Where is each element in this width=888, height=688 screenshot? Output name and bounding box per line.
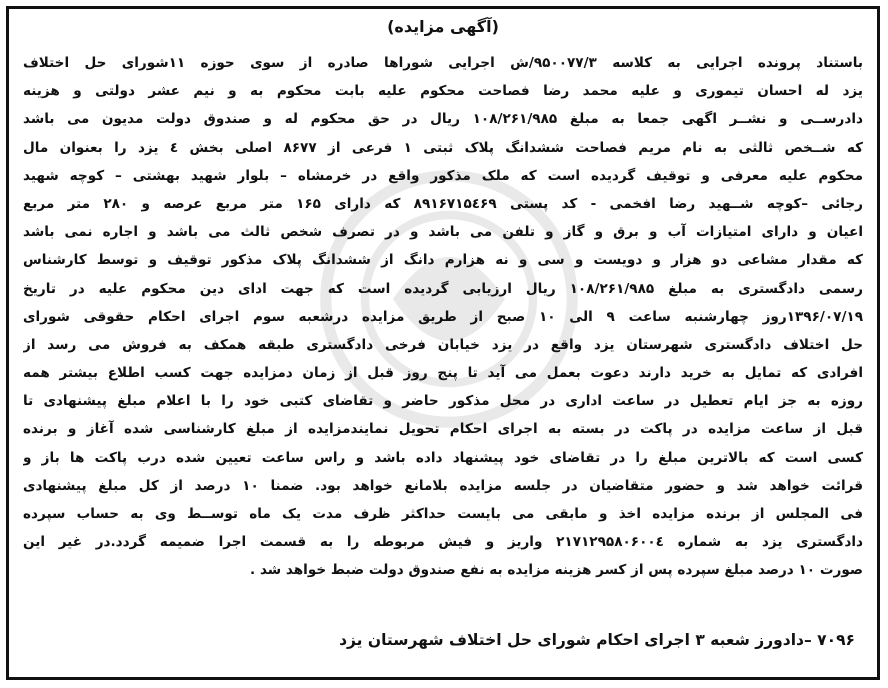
notice-line: روزه به جز ایام تعطیل در ساعت اداری در محل مذکور حاضر و تقاضای کتبی خود را با اعلام مبلغ پیشنهادی تا <box>23 393 863 410</box>
notice-line: صورت ۱۰ درصد مبلغ سپرده پس از کسر هزینه مزایده به نفع صندوق دولت ضبط خواهد شد . <box>250 562 863 579</box>
notice-line: یزد له احسان تیموری و علیه محمد رضا فصاحت محکوم علیه بابت محکوم به و نیم عشر دولتی و هزینه <box>23 83 863 100</box>
notice-body <box>23 49 863 585</box>
notice-line: دادگستری یزد به شماره ۲۱۷۱۲۹۵۸۰۶۰۰٤ واریز و فیش مربوطه را به قسمت اجرا ضمیمه گردد.در غیر این <box>23 534 863 551</box>
notice-line: اعیان و دارای امتیازات آب و برق و گاز و تلفن می باشد و در تصرف شخص ثالث می باشد و اجاره نمی باشد <box>23 224 863 241</box>
notice-line: کسی است که بالاترین مبلغ را در تقاضای خود پیشنهاد داده باشد و راس ساعت تعیین شده درب پاکت ها باز و <box>23 449 863 466</box>
notice-frame <box>6 6 880 680</box>
notice-line: رسمی دادگستری به مبلغ ۱۰۸/۲۶۱/۹۸۵ ریال ارزیابی گردیده است که جهت ادای دین محکوم علیه در تاریخ <box>23 280 863 297</box>
notice-line: قبل از ساعت مزایده در پاکت در بسته به اجرای احکام تحویل نمایندمزایده از مبلغ کارشناسی شده آغاز و برنده <box>23 421 863 438</box>
notice-signature: ۷۰۹۶ –دادورز شعبه ۳ اجرای احکام شورای حل اختلاف شهرستان یزد <box>339 631 855 649</box>
notice-line: که شــخص ثالثی به نام مریم فصاحت ششدانگ پلاک ثبتی ۱ فرعی از ۸۶۷۷ اصلی بخش ٤ یزد را بعنوان مال <box>23 139 863 156</box>
notice-line: که مقدار مشاعی دو هزار و دویست و سی و نه هزارم دانگ از ششدانگ پلاک مذکور توقیف و توسط کارشناس <box>23 252 863 269</box>
notice-line: دادرســی و نشــر اگهی جمعا به مبلغ ۱۰۸/۲۶۱/۹۸۵ ریال در حق محکوم له و صندوق دولت مدیون می باشد <box>23 111 863 128</box>
notice-line: باستناد پرونده اجرایی به کلاسه ۹۵۰۰۷۷/۳/ش اجرایی شوراها صادره از سوی حوزه ۱۱شورای حل اختلاف <box>23 55 863 71</box>
notice-line: فی المجلس از برنده مزایده اخذ و مابقی می بایست حداکثر ظرف مدت یک ماه توســط وی به حساب سپرده <box>23 506 863 522</box>
notice-line: محکوم علیه معرفی و توقیف گردیده است که ملک مذکور واقع در خرمشاه – بلوار شهید بهشتی – کوچه شهید <box>23 167 863 184</box>
notice-line: رجائی –کوچه شــهید رضا افخمی - کد پستی ۸۹۱۶۷۱۵٤۶۹ که دارای ۱۶۵ متر مربع عرصه و ۲۸۰ متر مربع <box>23 195 863 212</box>
notice-line: قرائت خواهد شد و حضور متقاضیان در جلسه مزایده بلامانع خواهد بود. ضمنا ۱۰ درصد از کل مبلغ پیشنهادی <box>23 477 863 494</box>
notice-line: حل اختلاف دادگستری شهرستان یزد واقع در یزد خیابان فرخی دادگستری طبقه همکف به فروش می رسد از <box>23 336 863 353</box>
notice-line: ۱۳۹۶/۰۷/۱۹روز چهارشنبه ساعت ۹ الی ۱۰ صبح از طریق مزایده درشعبه سوم اجرای احکام حقوقی شورای <box>23 308 863 325</box>
notice-title: (آگهی مزایده) <box>387 17 499 36</box>
notice-line: افرادی که تمایل به خرید دارند دعوت بعمل می آید تا پنج روز قبل از زمان دمزایده جهت کسب اطلاع بیشتر همه <box>23 365 863 382</box>
